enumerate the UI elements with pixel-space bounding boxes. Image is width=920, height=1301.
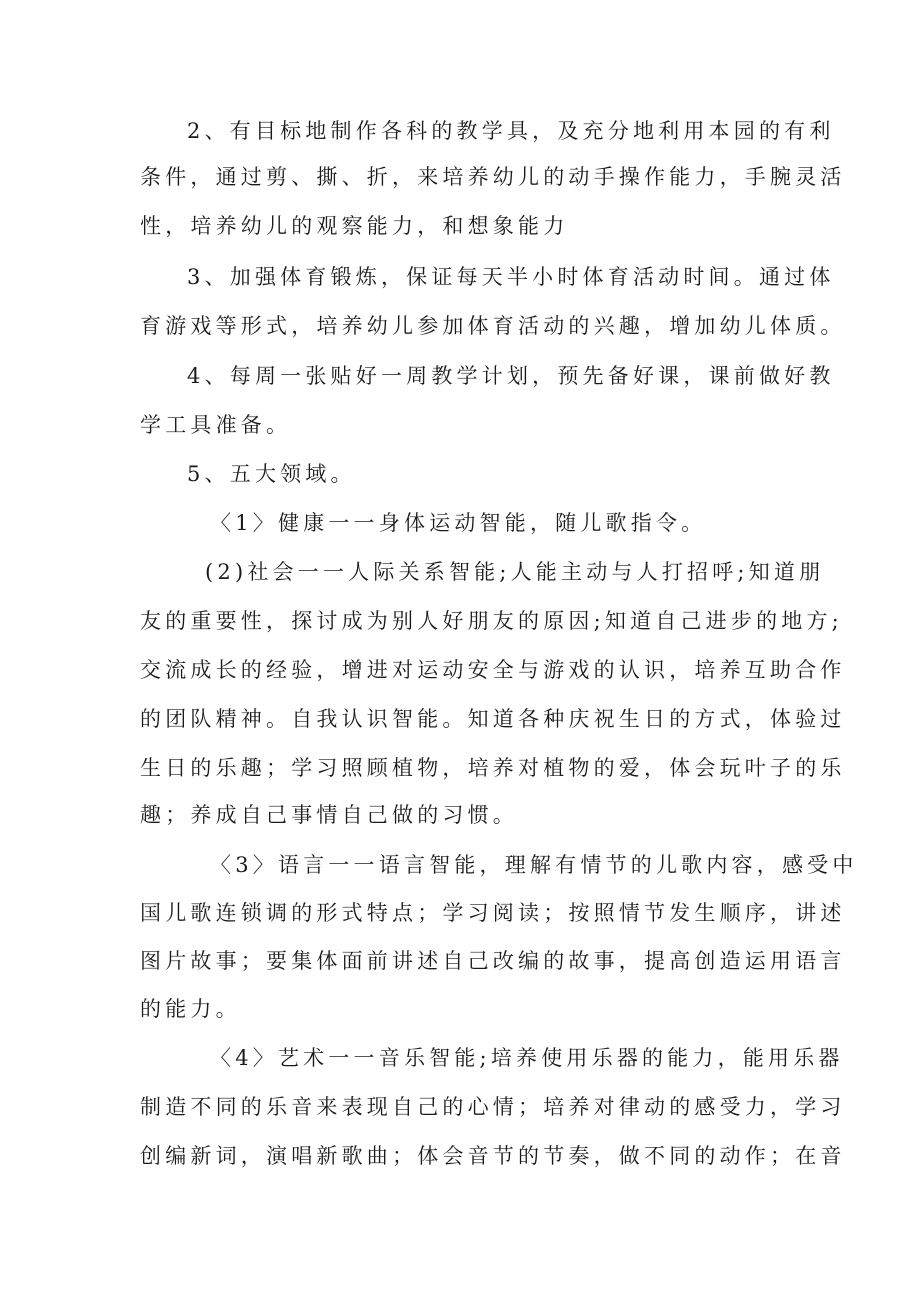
- text-line: 交流成长的经验，增进对运动安全与游戏的认识，培养互助合作: [140, 658, 846, 682]
- text-line: 2、有目标地制作各科的教学具，及充分地利用本园的有利: [187, 119, 835, 143]
- text-line: 友的重要性，探讨成为别人好朋友的原因;知道自己进步的地方;: [140, 609, 843, 633]
- text-line: 5、五大领域。: [187, 462, 356, 486]
- text-line: 国儿歌连锁调的形式特点；学习阅读；按照情节发生顺序，讲述: [140, 901, 846, 925]
- text-line: 性，培养幼儿的观察能力，和想象能力: [140, 214, 569, 238]
- text-line: 条件，通过剪、撕、折，来培养幼儿的动手操作能力，手腕灵活: [140, 165, 846, 189]
- text-line: 图片故事；要集体面前讲述自己改编的故事，提高创造运用语言: [140, 949, 846, 973]
- text-line: 〈3〉语言一一语言智能，理解有情节的儿歌内容，感受中: [210, 853, 858, 877]
- text-line: 育游戏等形式，培养幼儿参加体育活动的兴趣，增加幼儿体质。: [140, 314, 846, 338]
- text-line: 学工具准备。: [140, 413, 292, 437]
- text-line: 4、每周一张贴好一周教学计划，预先备好课，课前做好教: [187, 364, 835, 388]
- text-line: 3、加强体育锻炼，保证每天半小时体育活动时间。通过体: [187, 265, 835, 289]
- text-line: 的团队精神。自我认识智能。知道各种庆祝生日的方式，体验过: [140, 707, 846, 731]
- text-line: 〈4〉艺术一一音乐智能;培养使用乐器的能力，能用乐器: [210, 1046, 844, 1070]
- text-line: 趣；养成自己事情自己做的习惯。: [140, 803, 518, 827]
- text-line: 创编新词，演唱新歌曲；体会音节的节奏，做不同的动作；在音: [140, 1144, 846, 1168]
- text-line: 生日的乐趣；学习照顾植物，培养对植物的爱，体会玩叶子的乐: [140, 756, 846, 780]
- text-line: (2)社会一一人际关系智能;人能主动与人打招呼;知道朋: [205, 560, 825, 584]
- text-line: 的能力。: [140, 997, 241, 1021]
- text-line: 〈1〉健康一一身体运动智能，随儿歌指令。: [210, 511, 707, 535]
- text-line: 制造不同的乐音来表现自己的心情；培养对律动的感受力，学习: [140, 1095, 846, 1119]
